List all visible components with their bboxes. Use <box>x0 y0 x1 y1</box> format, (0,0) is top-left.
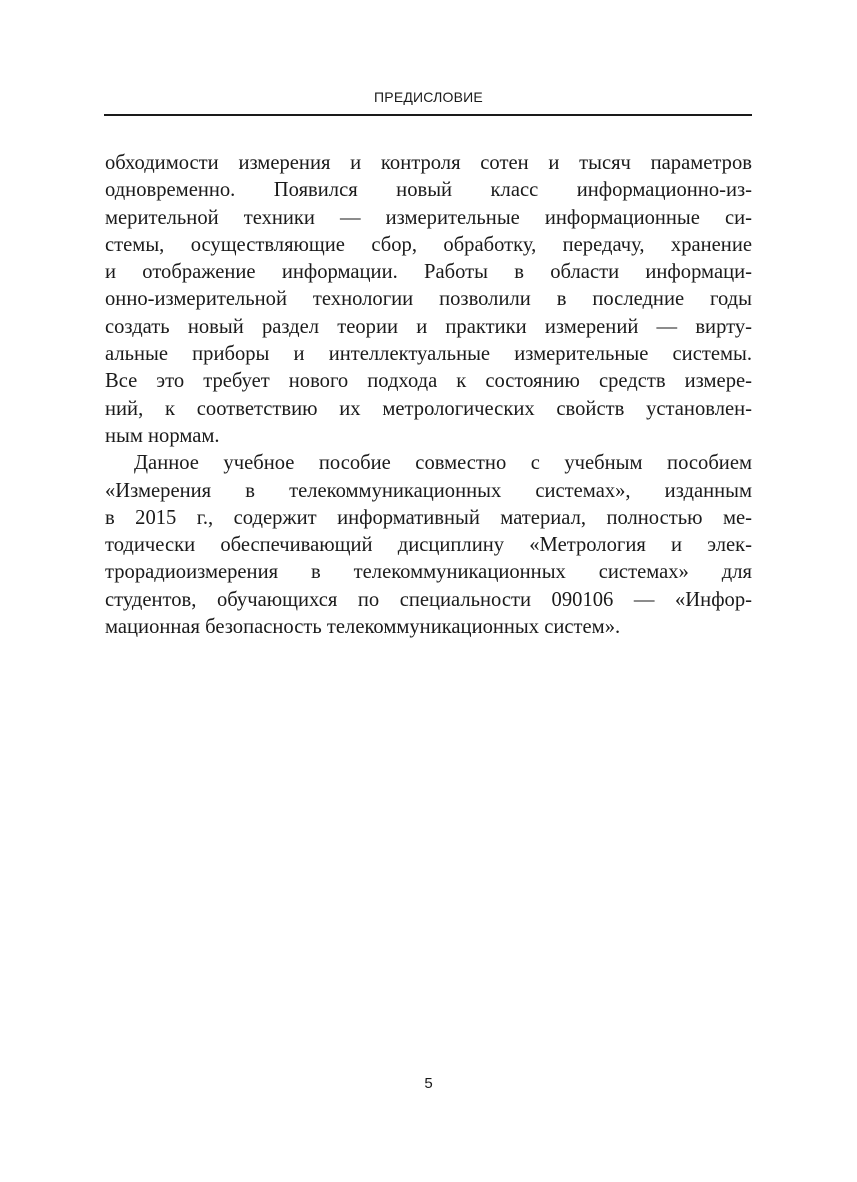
text-line: ний, к соответствию их метрологических свойств установлен- <box>105 397 752 420</box>
text-line: мерительной техники — измерительные информационные си- <box>105 206 752 229</box>
text-line: одновременно. Появился новый класс информационно-из- <box>105 179 752 202</box>
text-line: альные приборы и интеллектуальные измерительные системы. <box>105 343 752 366</box>
header-rule <box>104 114 752 116</box>
paragraph-2 <box>105 450 752 641</box>
text-line: в 2015 г., содержит информативный материал, полностью ме- <box>105 506 752 529</box>
text-line: студентов, обучающихся по специальности 090106 — «Инфор- <box>105 588 752 611</box>
text-line: Все это требует нового подхода к состоянию средств измере- <box>105 370 752 393</box>
text-line: мационная безопасность телекоммуникационных систем». <box>105 616 621 639</box>
text-line: онно-измерительной технологии позволили в последние годы <box>105 288 752 311</box>
text-line: и отображение информации. Работы в области информаци- <box>105 261 752 284</box>
text-line: создать новый раздел теории и практики измерений — вирту- <box>105 315 752 338</box>
running-header-title: ПРЕДИСЛОВИЕ <box>374 89 483 105</box>
text-line: тодически обеспечивающий дисциплину «Метрология и элек- <box>105 534 752 557</box>
text-line: трорадиоизмерения в телекоммуникационных системах» для <box>105 561 752 584</box>
text-line: ным нормам. <box>105 424 220 447</box>
body-text <box>105 150 752 641</box>
page-number: 5 <box>424 1075 433 1092</box>
text-line: Данное учебное пособие совместно с учебным пособием <box>134 452 752 475</box>
text-line: обходимости измерения и контроля сотен и тысяч параметров <box>105 152 752 174</box>
text-line: стемы, осуществляющие сбор, обработку, передачу, хранение <box>105 233 752 256</box>
paragraph-1 <box>105 150 752 450</box>
text-line: «Измерения в телекоммуникационных системах», изданным <box>105 479 752 502</box>
